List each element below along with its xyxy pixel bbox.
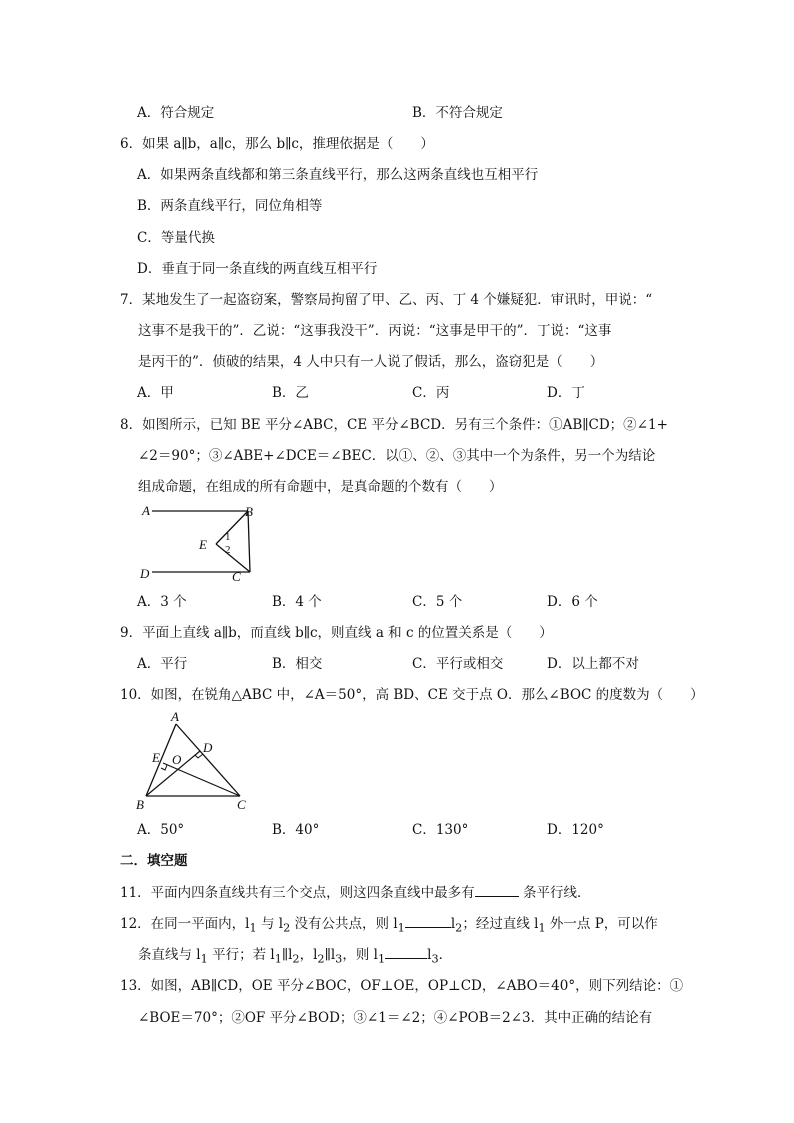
q10-altitude-ce <box>163 763 240 796</box>
q8-label-a: A <box>142 503 150 518</box>
q12-text: 条直线与 l <box>138 947 201 963</box>
q10-option-a: A．50° <box>137 822 185 838</box>
q11-answer-blank[interactable] <box>475 884 519 897</box>
q8-line-2: ∠2＝90°；③∠ABE+∠DCE＝∠BEC．以①、②、③其中一个为条件，另一个为结论 <box>138 448 656 464</box>
q12-subscript: 2 <box>292 952 300 966</box>
q12-text: ；经过直线 l <box>462 916 539 932</box>
q9-option-a: A．平行 <box>137 656 188 672</box>
q12-subscript: 3 <box>431 952 439 966</box>
q8-angle-2: 2 <box>225 544 231 556</box>
q8-option-d: D．6 个 <box>547 594 598 610</box>
q5-option-b: B．不符合规定 <box>412 105 503 121</box>
q10-label-o: O <box>172 752 182 767</box>
q10-option-b: B．40° <box>272 822 320 838</box>
q12-text: l <box>427 947 432 963</box>
q10-stem: 10．如图，在锐角△ABC 中，∠A＝50°，高 BD、CE 交于点 O．那么∠BOC 的度数为（ ） <box>120 687 704 703</box>
q12-subscript: 1 <box>377 952 386 966</box>
q8-segment-bc <box>248 511 250 572</box>
q8-line-3: 组成命题，在组成的所有命题中，是真命题的个数有（ ） <box>138 479 503 495</box>
q12-text: 平行；若 l <box>207 947 275 963</box>
q8-label-e: E <box>199 537 207 552</box>
q12-subscript: 2 <box>283 921 291 935</box>
q12-text: 与 l <box>256 916 284 932</box>
q6-option-c: C．等量代换 <box>137 230 215 246</box>
q7-option-a: A．甲 <box>137 385 174 401</box>
q10-label-d: D <box>203 740 213 755</box>
q11-text-after: 条平行线． <box>518 885 591 901</box>
q12-text: l <box>450 916 456 932</box>
q10-label-b: B <box>136 797 144 812</box>
q13-line-1: 13．如图，AB∥CD，OE 平分∠BOC，OF⊥OE，OP⊥CD，∠ABO＝40°，则下列结论：① <box>120 978 684 994</box>
q5-option-a: A．符合规定 <box>137 105 215 121</box>
q9-stem: 9．平面上直线 a∥b，而直线 b∥c，则直线 a 和 c 的位置关系是（ ） <box>120 625 553 641</box>
q13-line-2: ∠BOE＝70°；②OF 平分∠BOD；③∠1＝∠2；④∠POB＝2∠3．其中正确的结论有 <box>138 1010 653 1026</box>
q12-text: 没有公共点，则 l <box>290 916 398 932</box>
q8-line-1: 8．如图所示，已知 BE 平分∠ABC，CE 平分∠BCD．另有三个条件：①AB∥CD；②∠1+ <box>120 417 668 433</box>
q12-line-1 <box>120 915 658 938</box>
q12-subscript: 1 <box>538 921 546 935</box>
q11-stem <box>120 884 590 902</box>
q9-option-b: B．相交 <box>272 656 323 672</box>
q7-option-d: D．丁 <box>547 385 585 401</box>
q8-label-b: B <box>245 504 253 519</box>
q8-angle-1: 1 <box>225 531 231 543</box>
q8-segment-ec <box>216 544 250 572</box>
q10-side-ac <box>176 724 240 796</box>
q12-subscript: 2 <box>455 921 463 935</box>
q12-subscript: 1 <box>249 921 257 935</box>
q8-label-d: D <box>140 566 150 581</box>
q12-subscript: 3 <box>335 952 343 966</box>
q7-line-1: 7．某地发生了一起盗窃案，警察局拘留了甲、乙、丙、丁 4 个嫌疑犯．审讯时，甲说：“ <box>120 292 653 308</box>
q12-answer-blank-2[interactable] <box>385 946 427 959</box>
q10-option-d: D．120° <box>547 822 604 838</box>
q12-text: ∥l <box>324 947 336 963</box>
q12-subscript: 1 <box>200 952 208 966</box>
q10-label-a: A <box>171 709 179 724</box>
q12-text: 外一点 P，可以作 <box>545 916 658 932</box>
q12-text: ，l <box>299 947 318 963</box>
q7-line-2: 这事不是我干的”．乙说：“这事我没干”．丙说：“这事是甲干的”．丁说：“这事 <box>138 323 612 339</box>
q6-option-b: B．两条直线平行，同位角相等 <box>137 198 323 214</box>
q8-label-c: C <box>232 569 241 584</box>
q12-subscript: 1 <box>274 952 282 966</box>
q8-option-a: A．3 个 <box>137 594 187 610</box>
q12-answer-blank-1[interactable] <box>405 915 451 928</box>
q12-text: ∥l <box>281 947 293 963</box>
q7-option-c: C．丙 <box>412 385 450 401</box>
q10-figure <box>134 708 256 816</box>
q12-text: ，则 l <box>342 947 378 963</box>
q10-label-e: E <box>152 750 160 765</box>
q8-segment-eb <box>216 511 248 544</box>
q7-option-b: B．乙 <box>272 385 309 401</box>
q6-option-d: D．垂直于同一条直线的两直线互相平行 <box>137 261 378 277</box>
q6-option-a: A．如果两条直线都和第三条直线平行，那么这两条直线也互相平行 <box>137 167 539 183</box>
q10-label-c: C <box>237 797 246 812</box>
q8-option-c: C．5 个 <box>412 594 463 610</box>
q12-line-2 <box>138 946 452 969</box>
section-fill-in-title: 二．填空题 <box>120 853 188 869</box>
q12-text: ． <box>438 947 453 963</box>
q12-text: 12．在同一平面内，l <box>120 916 250 932</box>
q7-line-3: 是丙干的”．侦破的结果，4 人中只有一人说了假话，那么，盗窃犯是（ ） <box>138 354 604 370</box>
q11-text-before: 11．平面内四条直线共有三个交点，则这四条直线中最多有 <box>120 885 475 901</box>
q8-figure <box>136 500 258 586</box>
q8-option-b: B．4 个 <box>272 594 322 610</box>
q12-subscript: 2 <box>317 952 325 966</box>
q10-option-c: C．130° <box>412 822 469 838</box>
q12-subscript: 1 <box>397 921 405 935</box>
q6-stem: 6．如果 a∥b，a∥c，那么 b∥c，推理依据是（ ） <box>120 136 434 152</box>
q9-option-c: C．平行或相交 <box>412 656 504 672</box>
q10-right-angle-e <box>161 765 167 770</box>
q9-option-d: D．以上都不对 <box>547 656 639 672</box>
